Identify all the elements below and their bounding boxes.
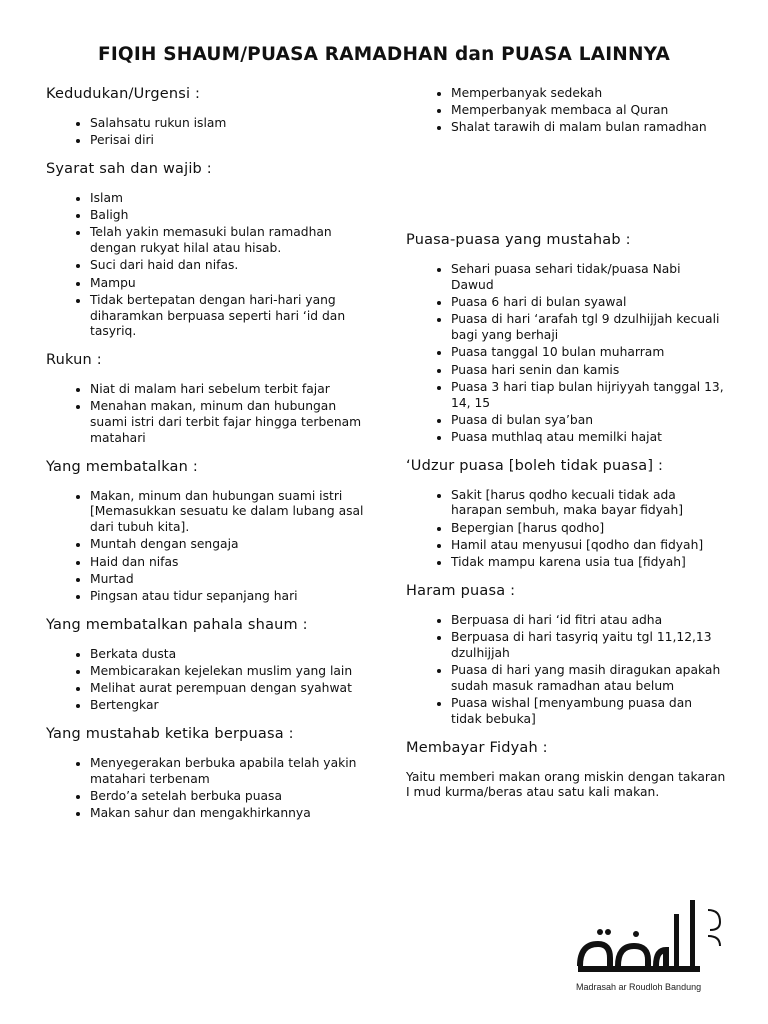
list-item: • Niat di malam hari sebelum terbit fajar — [90, 382, 376, 398]
list-item: • Bepergian [harus qodho] — [451, 521, 726, 537]
list-item: • Makan sahur dan mengakhirkannya — [90, 806, 376, 822]
section-fidyah — [406, 740, 726, 802]
logo-stroke — [674, 914, 679, 970]
section-heading: Rukun : — [46, 352, 102, 369]
logo-stroke — [656, 950, 666, 966]
section-heading: ‘Udzur puasa [boleh tidak puasa] : — [406, 457, 664, 474]
section-heading: Haram puasa : — [406, 582, 516, 599]
section-membatalkan — [46, 459, 376, 605]
list-item: • Telah yakin memasuki bulan ramadhan dengan rukyat hilal atau hisab. — [90, 225, 376, 257]
left-column — [46, 86, 376, 824]
list-item: • Shalat tarawih di malam bulan ramadhan — [451, 120, 726, 136]
section-heading: Syarat sah dan wajib : — [46, 160, 212, 177]
logo-dot — [633, 931, 639, 937]
list-item: • Menahan makan, minum dan hubungan suami istri dari terbit fajar hingga terbenam matahari — [90, 399, 376, 446]
list-item: • Haid dan nifas — [90, 555, 376, 571]
list-item: • Puasa muthlaq atau memilki hajat — [451, 430, 726, 446]
list-item: • Puasa 6 hari di bulan syawal — [451, 295, 726, 311]
section-syarat — [46, 161, 376, 340]
list-item: • Suci dari haid dan nifas. — [90, 258, 376, 274]
list-item: • Puasa hari senin dan kamis — [451, 363, 726, 379]
logo-stroke — [708, 910, 720, 930]
logo-dot — [605, 929, 611, 935]
section-rukun — [46, 352, 376, 447]
list-item: • Berdo’a setelah berbuka puasa — [90, 789, 376, 805]
section-heading: Puasa-puasa yang mustahab : — [406, 232, 631, 249]
logo-graphic — [570, 896, 730, 986]
list-item: • Mampu — [90, 276, 376, 292]
list-item: • Memperbanyak membaca al Quran — [451, 103, 726, 119]
section-mustahab-continued — [406, 86, 726, 136]
logo-stroke — [580, 944, 610, 966]
list-item: • Puasa 3 hari tiap bulan hijriyyah tanggal 13, 14, 15 — [451, 380, 726, 412]
section-pahala — [46, 617, 376, 714]
list-item: • Puasa di bulan sya’ban — [451, 413, 726, 429]
list-item: • Sakit [harus qodho kecuali tidak ada harapan sembuh, maka bayar fidyah] — [451, 488, 726, 520]
section-puasa-mustahab — [406, 232, 726, 446]
section-haram — [406, 583, 726, 728]
list-item: • Makan, minum dan hubungan suami istri [Memasukkan sesuatu ke dalam lubang asal dari tubuh kita]. — [90, 489, 376, 536]
bullet-list — [46, 116, 376, 149]
list-item: • Murtad — [90, 572, 376, 588]
logo-stroke — [708, 936, 720, 946]
list-item: • Berpuasa di hari ‘id fitri atau adha — [451, 613, 726, 629]
section-heading: Yang mustahab ketika berpuasa : — [46, 726, 294, 743]
list-item: • Puasa di hari ‘arafah tgl 9 dzulhijjah kecuali bagi yang berhaji — [451, 312, 726, 344]
section-mustahab-berpuasa — [46, 726, 376, 822]
section-heading: Yang membatalkan pahala shaum : — [46, 616, 308, 633]
page-title: FIQIH SHAUM/PUASA RAMADHAN dan PUASA LAINNYA — [97, 44, 671, 65]
list-item: • Puasa tanggal 10 bulan muharram — [451, 345, 726, 361]
logo-stroke — [578, 966, 700, 972]
list-item: • Sehari puasa sehari tidak/puasa Nabi Dawud — [451, 262, 726, 294]
section-heading: Yang membatalkan : — [46, 458, 198, 475]
list-item: • Pingsan atau tidur sepanjang hari — [90, 589, 376, 605]
list-item: • Tidak mampu karena usia tua [fidyah] — [451, 555, 726, 571]
section-kedudukan — [46, 86, 376, 149]
bullet-list — [406, 613, 726, 728]
list-item: • Puasa di hari yang masih diragukan apakah sudah masuk ramadhan atau belum — [451, 663, 726, 695]
list-item: • Bertengkar — [90, 698, 376, 714]
list-item: • Berkata dusta — [90, 647, 376, 663]
bullet-list — [46, 191, 376, 340]
section-udzur — [406, 458, 726, 571]
list-item: • Membicarakan kejelekan muslim yang lain — [90, 664, 376, 680]
list-item: • Salahsatu rukun islam — [90, 116, 376, 132]
list-item: • Memperbanyak sedekah — [451, 86, 726, 102]
fidyah-paragraph: Yaitu memberi makan orang miskin dengan takaran I mud kurma/beras atau satu kali makan. — [406, 769, 726, 800]
section-heading: Kedudukan/Urgensi : — [46, 86, 201, 102]
list-item: • Hamil atau menyusui [qodho dan fidyah] — [451, 538, 726, 554]
bullet-list — [46, 756, 376, 822]
list-item: • Menyegerakan berbuka apabila telah yakin matahari terbenam — [90, 756, 376, 788]
list-item: • Islam — [90, 191, 376, 207]
logo-caption: Madrasah ar Roudloh Bandung — [576, 982, 702, 992]
list-item: • Puasa wishal [menyambung puasa dan tidak bebuka] — [451, 696, 726, 728]
bullet-list — [406, 488, 726, 571]
madrasah-logo — [570, 896, 730, 996]
logo-stroke — [618, 946, 648, 966]
right-column — [406, 86, 726, 801]
bullet-list — [406, 86, 726, 136]
list-item: • Tidak bertepatan dengan hari-hari yang diharamkan berpuasa seperti hari ‘id dan tasyriq. — [90, 293, 376, 340]
bullet-list — [406, 262, 726, 446]
list-item: • Muntah dengan sengaja — [90, 537, 376, 553]
section-heading: Membayar Fidyah : — [406, 739, 548, 756]
list-item: • Berpuasa di hari tasyriq yaitu tgl 11,12,13 dzulhijjah — [451, 630, 726, 662]
bullet-list — [46, 647, 376, 714]
list-item: • Perisai diri — [90, 133, 376, 149]
logo-dot — [597, 929, 603, 935]
bullet-list — [46, 489, 376, 605]
list-item: • Melihat aurat perempuan dengan syahwat — [90, 681, 376, 697]
bullet-list — [46, 382, 376, 447]
list-item: • Baligh — [90, 208, 376, 224]
logo-stroke — [690, 900, 695, 970]
